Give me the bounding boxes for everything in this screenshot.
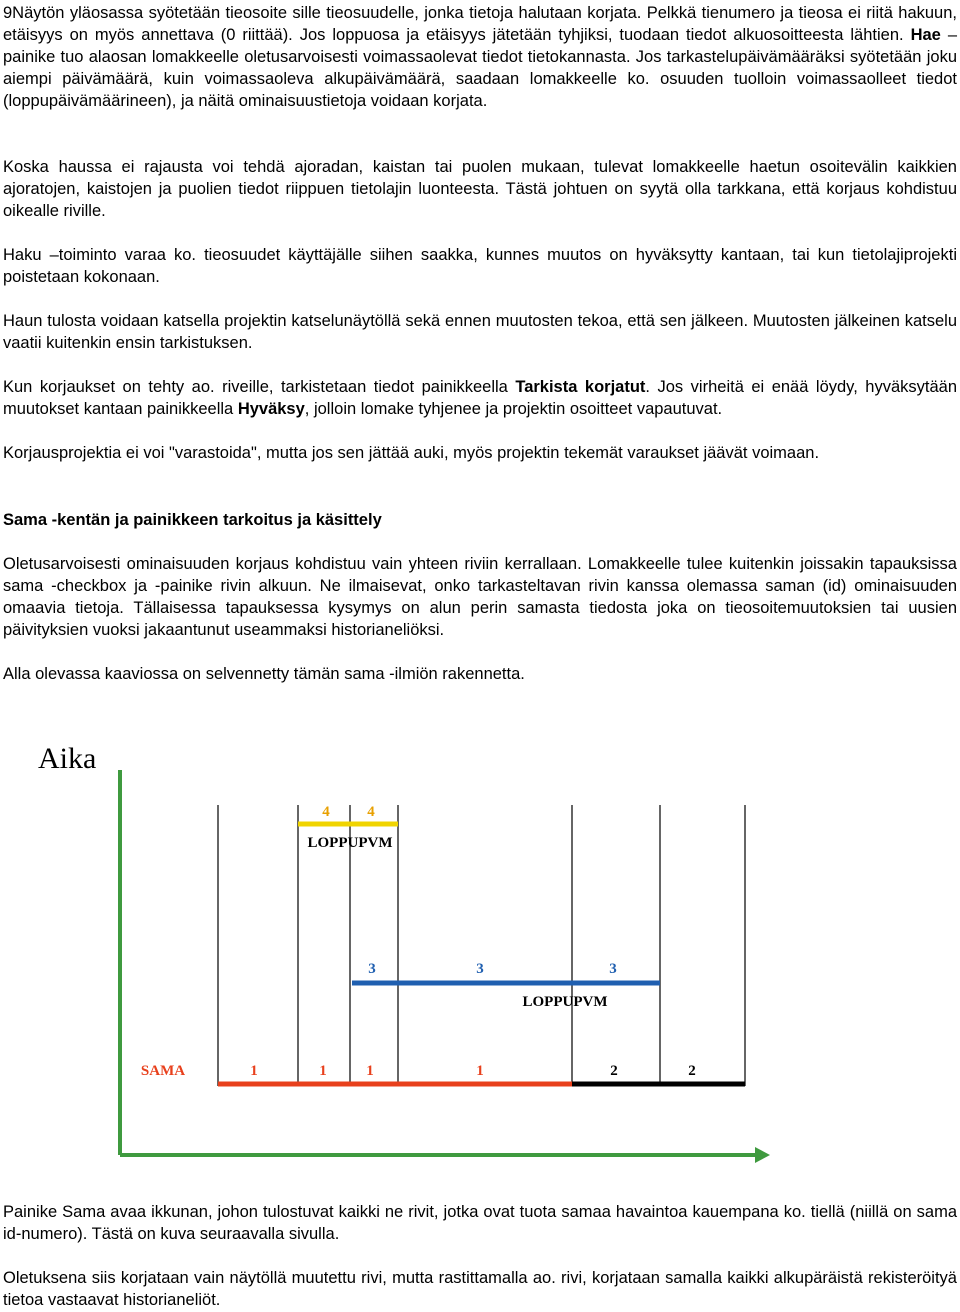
paragraph-10: Oletuksena siis korjataan vain näytöllä muutettu rivi, mutta rastittamalla ao. rivi, korjataan samalla kaikki alkupäräistä rekisteröityä tietoa vastaavat historianeliöt. [3, 1269, 957, 1309]
paragraph-5-a: Kun korjaukset on tehty ao. riveille, tarkistetaan tiedot painikkeella [3, 378, 516, 396]
id2-label: 2 [610, 1063, 618, 1079]
hyvaksy-button-ref: Hyväksy [237, 400, 305, 418]
loppupvm-label-top: LOPPUPVM [307, 835, 393, 851]
sama-label: SAMA [140, 1063, 186, 1079]
tarkista-korjatut-button-ref: Tarkista korjatut [515, 378, 646, 396]
hae-button-ref: Hae [910, 26, 941, 44]
paragraph-6: Korjausprojektia ei voi "varastoida", mutta jos sen jättää auki, myös projektin tekemät varaukset jäävät voimaan. [3, 444, 820, 462]
id1-label: 1 [366, 1063, 374, 1079]
id3-label: 3 [609, 961, 617, 977]
axis-title: Aika [38, 742, 97, 775]
x-axis-arrow-icon [755, 1147, 770, 1163]
paragraph-2: Koska haussa ei rajausta voi tehdä ajoradan, kaistan tai puolen mukaan, tulevat lomakkeelle haetun osoitevälin kaikkien ajoratojen, kaistojen ja puolien tiedot riippuen tietolajin luonteesta. Tästä johtuen on syytä olla tarkkana, että korjaus kohdistuu oikealle riville. [3, 158, 957, 220]
id1-label: 1 [250, 1063, 258, 1079]
section-heading: Sama -kentän ja painikkeen tarkoitus ja käsittely [3, 511, 382, 529]
id3-label: 3 [368, 961, 376, 977]
paragraph-5-b: . Jos virheitä ei enää löydy, hyväksytään muutokset kantaan painikkeella [3, 378, 958, 418]
paragraph-1 [3, 2, 957, 112]
paragraph-7: Oletusarvoisesti ominaisuuden korjaus kohdistuu vain yhteen riviin kerrallaan. Lomakkeelle tulee kuitenkin joissakin tapauksissa sama -checkbox ja -painike rivin alkuun. Ne ilmaisevat, onko tarkasteltavan rivin kanssa olemassa saman (id) ominaisuuden omaavia tietoja. Tällaisessa tapauksessa kysymys on alun perin samasta tiedosta joka on tieosoitemuutoksien tai uusien päivityksien vuoksi jakaantunut useammaksi historianeliöksi. [3, 555, 957, 639]
paragraph-4: Haun tulosta voidaan katsella projektin katselunäytöllä sekä ennen muutosten tekoa, että sen jälkeen. Muutosten jälkeinen katselu vaatii kuitenkin ensin tarkistuksen. [3, 312, 957, 352]
id4-label: 4 [367, 804, 375, 820]
paragraph-1-rest: –painike tuo alaosan lomakkeelle oletusarvoisesti voimassaolevat tiedot tietokannasta. Jos tarkastelupäivämääräksi syötetään joku aiempi päivämäärä, kuin voimassaoleva alkupäivämäärä, saadaan lomakkeelle ko. osuuden tuolloin voimassaolleet tiedot (loppupäivämäärineen), ja näitä ominaisuustietoja voidaan korjata. [3, 26, 957, 110]
id3-label: 3 [476, 961, 484, 977]
paragraph-5 [3, 376, 957, 420]
id4-label: 4 [322, 804, 330, 820]
id1-label: 1 [319, 1063, 327, 1079]
id2-label: 2 [688, 1063, 696, 1079]
id1-label: 1 [476, 1063, 484, 1079]
sama-diagram [0, 730, 960, 1170]
paragraph-1-text: 9Näytön yläosassa syötetään tieosoite sille tieosuudelle, jonka tietoja halutaan korjata. Pelkkä tienumero ja tieosa ei riitä hakuun, etäisyys on myös annettava (0 riittää). Jos loppuosa ja etäisyys jätetään tyhjiksi, tuodaan tiedot alkuosoitteesta lähtien. [3, 4, 957, 44]
paragraph-5-c: , jolloin lomake tyhjenee ja projektin osoitteet vapautuvat. [304, 400, 723, 418]
paragraph-3: Haku –toiminto varaa ko. tieosuudet käyttäjälle siihen saakka, kunnes muutos on hyväksytty kantaan, tai kun tietolajiprojekti poistetaan kokonaan. [3, 246, 957, 286]
paragraph-8: Alla olevassa kaaviossa on selvennetty tämän sama -ilmiön rakennetta. [3, 665, 525, 683]
loppupvm-label-mid: LOPPUPVM [522, 994, 608, 1010]
paragraph-9: Painike Sama avaa ikkunan, johon tulostuvat kaikki ne rivit, jotka ovat tuota samaa havaintoa kauempana ko. tiellä (niillä on sama id-numero). Tästä on kuva seuraavalla sivulla. [3, 1203, 957, 1243]
